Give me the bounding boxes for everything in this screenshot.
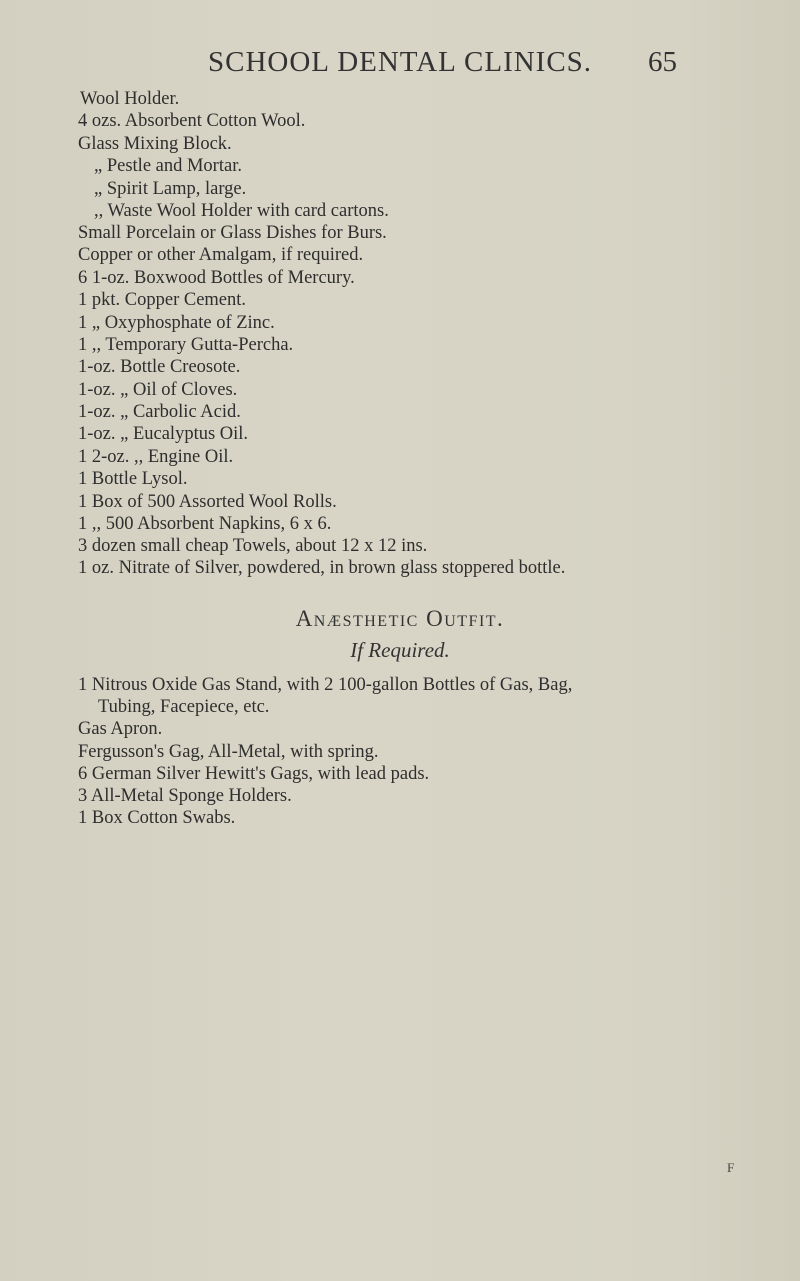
- list-item: 1-oz. „ Eucalyptus Oil.: [78, 424, 249, 444]
- list-item: 1 „ Oxyphosphate of Zinc.: [78, 313, 275, 333]
- section-title: Anæsthetic Outfit.: [295, 606, 505, 631]
- running-head: [0, 46, 800, 86]
- page-number: 65: [648, 46, 677, 78]
- list-item: Fergusson's Gag, All-Metal, with spring.: [78, 742, 379, 762]
- list-item: Copper or other Amalgam, if required.: [78, 245, 364, 265]
- list-item: 1 ,, 500 Absorbent Napkins, 6 x 6.: [78, 514, 332, 534]
- list-item: 1 Bottle Lysol.: [78, 469, 188, 489]
- list-item: 3 All-Metal Sponge Holders.: [78, 786, 292, 806]
- list-item: 1 pkt. Copper Cement.: [78, 290, 247, 310]
- list-item: 1 Nitrous Oxide Gas Stand, with 2 100-gallon Bottles of Gas, Bag,: [78, 675, 573, 695]
- list-item: 1 oz. Nitrate of Silver, powdered, in brown glass stoppered bottle.: [78, 558, 566, 578]
- running-title: SCHOOL DENTAL CLINICS.: [208, 46, 593, 78]
- list-item: 4 ozs. Absorbent Cotton Wool.: [78, 111, 306, 131]
- list-item: Gas Apron.: [78, 719, 163, 739]
- list-item: 3 dozen small cheap Towels, about 12 x 12 ins.: [78, 536, 428, 556]
- list-item: ,, Waste Wool Holder with card cartons.: [94, 201, 389, 221]
- list-item: Glass Mixing Block.: [78, 134, 232, 154]
- list-item: 1 Box of 500 Assorted Wool Rolls.: [78, 492, 337, 512]
- list-item: 1-oz. „ Oil of Cloves.: [78, 380, 238, 400]
- list-item: 6 German Silver Hewitt's Gags, with lead pads.: [78, 764, 430, 784]
- section-subtitle: If Required.: [350, 638, 450, 662]
- list-item: Wool Holder.: [80, 89, 180, 109]
- list-item: 6 1-oz. Boxwood Bottles of Mercury.: [78, 268, 355, 288]
- list-item: 1-oz. „ Carbolic Acid.: [78, 402, 241, 422]
- list-item: „ Pestle and Mortar.: [94, 156, 242, 176]
- list-item: 1 2-oz. ,, Engine Oil.: [78, 447, 234, 467]
- list-item: 1 ,, Temporary Gutta-Percha.: [78, 335, 294, 355]
- list-item: „ Spirit Lamp, large.: [94, 179, 247, 199]
- list-item: Small Porcelain or Glass Dishes for Burs.: [78, 223, 387, 243]
- signature-mark: F: [727, 1160, 735, 1175]
- list-item: 1-oz. Bottle Creosote.: [78, 357, 241, 377]
- list-item: 1 Box Cotton Swabs.: [78, 808, 236, 828]
- list-item: Tubing, Facepiece, etc.: [98, 697, 270, 717]
